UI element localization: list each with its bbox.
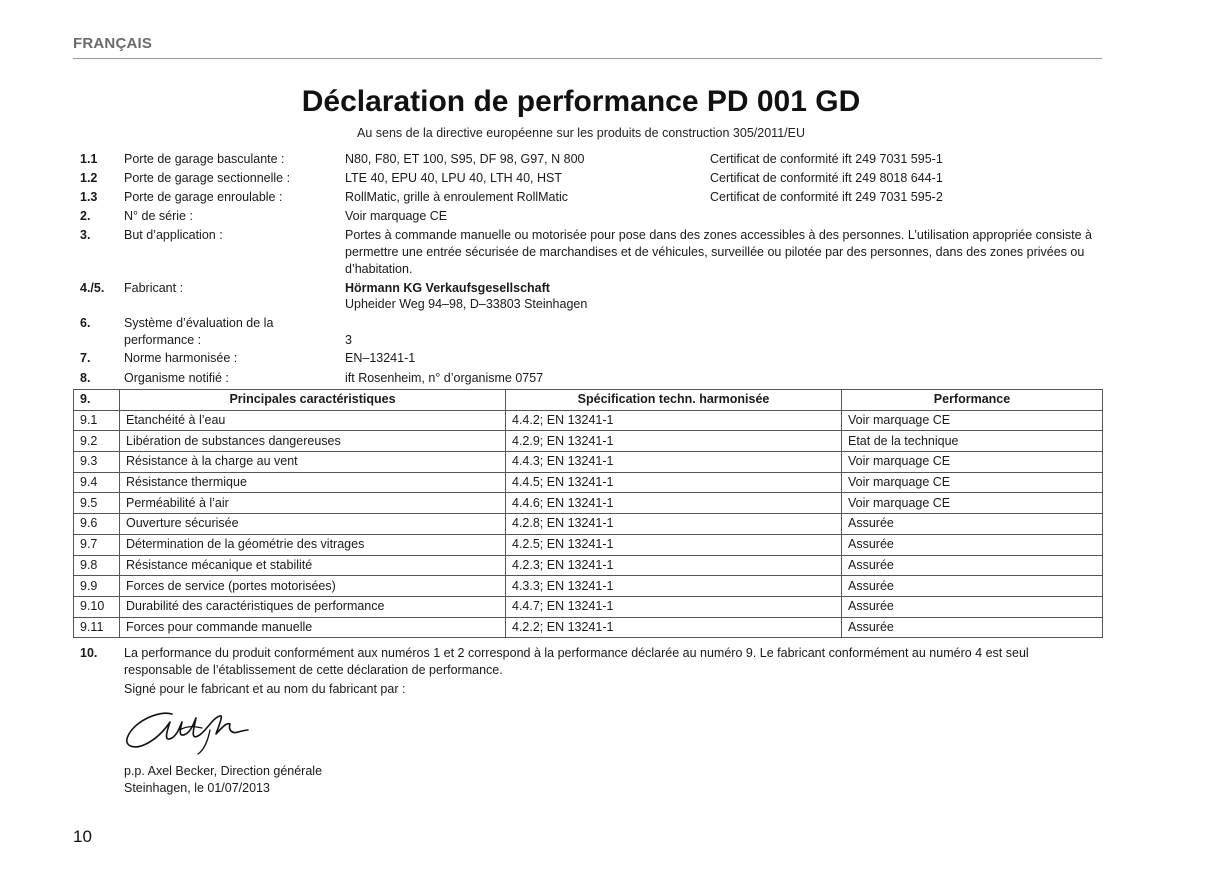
table-row: [74, 534, 1103, 555]
column-header-performance: Performance: [842, 390, 1103, 411]
cell-characteristic: Etanchéité à l’eau: [120, 410, 506, 431]
table-row: [74, 576, 1103, 597]
manufacturer-name: Hörmann KG Verkaufsgesellschaft: [345, 281, 550, 295]
language-header: FRANÇAIS: [73, 35, 153, 52]
cell-row-number: 9.2: [74, 431, 120, 452]
item-number: 6.: [80, 316, 91, 330]
performance-table: [73, 389, 1103, 638]
cell-row-number: 9.9: [74, 576, 120, 597]
page-title: Déclaration de performance PD 001 GD: [301, 85, 861, 118]
cell-specification: 4.4.7; EN 13241-1: [506, 596, 842, 617]
table-row: [74, 472, 1103, 493]
cell-specification: 4.2.9; EN 13241-1: [506, 431, 842, 452]
cell-characteristic: Perméabilité à l’air: [120, 493, 506, 514]
item-label: Fabricant :: [124, 281, 184, 295]
cell-characteristic: Résistance mécanique et stabilité: [120, 555, 506, 576]
item-label: Norme harmonisée :: [124, 351, 238, 365]
item-label: Porte de garage basculante :: [124, 152, 285, 166]
cell-performance: Assurée: [842, 617, 1103, 638]
item-value: N80, F80, ET 100, S95, DF 98, G97, N 800: [345, 152, 585, 166]
item-value: RollMatic, grille à enroulement RollMatic: [345, 190, 568, 204]
item-number: 4./5.: [80, 281, 105, 295]
cell-specification: 4.2.5; EN 13241-1: [506, 534, 842, 555]
cell-row-number: 9.3: [74, 452, 120, 473]
signatory-block: [124, 763, 322, 797]
item-number: 1.2: [80, 171, 98, 185]
item-value: Voir marquage CE: [345, 209, 448, 223]
cell-characteristic: Durabilité des caractéristiques de performance: [120, 596, 506, 617]
cell-performance: Assurée: [842, 534, 1103, 555]
signatory-name: p.p. Axel Becker, Direction générale: [124, 764, 323, 778]
item-number: 1.3: [80, 190, 98, 204]
page-subtitle: Au sens de la directive européenne sur les produits de construction 305/2011/EU: [357, 126, 805, 140]
column-header-number: 9.: [74, 390, 120, 411]
item-value: Portes à commande manuelle ou motorisée pour pose dans des zones accessibles à des personnes. L’utilisation appropriée consiste à permettre une entrée sécurisée de marchandises et de véhicules, surveillée ou pilotée par des personnes, dans des zones privées ou d’habitation.: [345, 228, 1092, 276]
item-label: Organisme notifié :: [124, 371, 229, 385]
item-number: 2.: [80, 209, 91, 223]
cell-specification: 4.2.8; EN 13241-1: [506, 514, 842, 535]
item-number: 8.: [80, 371, 91, 385]
item-value: ift Rosenheim, n° d’organisme 0757: [345, 371, 544, 385]
cell-specification: 4.4.2; EN 13241-1: [506, 410, 842, 431]
cell-performance: Etat de la technique: [842, 431, 1103, 452]
item-value: 3: [345, 333, 352, 347]
cell-specification: 4.4.3; EN 13241-1: [506, 452, 842, 473]
table-row: [74, 431, 1103, 452]
cell-performance: Voir marquage CE: [842, 452, 1103, 473]
table-row: [74, 452, 1103, 473]
cell-specification: 4.4.5; EN 13241-1: [506, 472, 842, 493]
item-certificate: Certificat de conformité ift 249 7031 595-1: [710, 152, 943, 166]
item-value: LTE 40, EPU 40, LPU 40, LTH 40, HST: [345, 171, 562, 185]
cell-performance: Voir marquage CE: [842, 410, 1103, 431]
cell-characteristic: Ouverture sécurisée: [120, 514, 506, 535]
item-label: Système d’évaluation de la performance :: [124, 316, 274, 347]
table-row: [74, 410, 1103, 431]
item-number: 7.: [80, 351, 91, 365]
cell-performance: Assurée: [842, 555, 1103, 576]
signed-for-label: Signé pour le fabricant et au nom du fabricant par :: [124, 682, 406, 696]
cell-row-number: 9.10: [74, 596, 120, 617]
item-label: But d’application :: [124, 228, 223, 242]
item-label: Porte de garage enroulable :: [124, 190, 283, 204]
cell-characteristic: Résistance à la charge au vent: [120, 452, 506, 473]
cell-characteristic: Résistance thermique: [120, 472, 506, 493]
cell-row-number: 9.5: [74, 493, 120, 514]
cell-characteristic: Détermination de la géométrie des vitrages: [120, 534, 506, 555]
cell-row-number: 9.8: [74, 555, 120, 576]
cell-performance: Voir marquage CE: [842, 493, 1103, 514]
table-row: [74, 514, 1103, 535]
signature-image: [120, 700, 250, 758]
cell-row-number: 9.1: [74, 410, 120, 431]
item-number: 1.1: [80, 152, 98, 166]
cell-performance: Voir marquage CE: [842, 472, 1103, 493]
item-number: 3.: [80, 228, 91, 242]
item-label: Porte de garage sectionnelle :: [124, 171, 291, 185]
table-row: [74, 555, 1103, 576]
cell-row-number: 9.6: [74, 514, 120, 535]
place-date: Steinhagen, le 01/07/2013: [124, 781, 270, 795]
item-certificate: Certificat de conformité ift 249 8018 644-1: [710, 171, 943, 185]
item-certificate: Certificat de conformité ift 249 7031 595-2: [710, 190, 943, 204]
cell-performance: Assurée: [842, 596, 1103, 617]
cell-performance: Assurée: [842, 514, 1103, 535]
cell-row-number: 9.4: [74, 472, 120, 493]
cell-specification: 4.4.6; EN 13241-1: [506, 493, 842, 514]
cell-specification: 4.2.2; EN 13241-1: [506, 617, 842, 638]
table-header-row: [74, 390, 1103, 411]
cell-row-number: 9.7: [74, 534, 120, 555]
cell-performance: Assurée: [842, 576, 1103, 597]
cell-specification: 4.2.3; EN 13241-1: [506, 555, 842, 576]
item-label: N° de série :: [124, 209, 193, 223]
table-row: [74, 617, 1103, 638]
cell-row-number: 9.11: [74, 617, 120, 638]
declaration-text: La performance du produit conformément aux numéros 1 et 2 correspond à la performance déclarée au numéro 9. Le fabricant conformément au numéro 4 est seul responsable de l’établissement de cette déclaration de performance.: [124, 646, 1029, 677]
cell-characteristic: Forces de service (portes motorisées): [120, 576, 506, 597]
manufacturer-address: Upheider Weg 94–98, D–33803 Steinhagen: [345, 297, 588, 311]
item-value: EN–13241-1: [345, 351, 416, 365]
section-number: 10.: [80, 646, 98, 660]
column-header-specification: Spécification techn. harmonisée: [506, 390, 842, 411]
cell-characteristic: Forces pour commande manuelle: [120, 617, 506, 638]
page-number: 10: [73, 827, 92, 846]
column-header-characteristics: Principales caractéristiques: [120, 390, 506, 411]
cell-characteristic: Libération de substances dangereuses: [120, 431, 506, 452]
header-divider: [73, 58, 1102, 59]
table-row: [74, 596, 1103, 617]
cell-specification: 4.3.3; EN 13241-1: [506, 576, 842, 597]
table-row: [74, 493, 1103, 514]
